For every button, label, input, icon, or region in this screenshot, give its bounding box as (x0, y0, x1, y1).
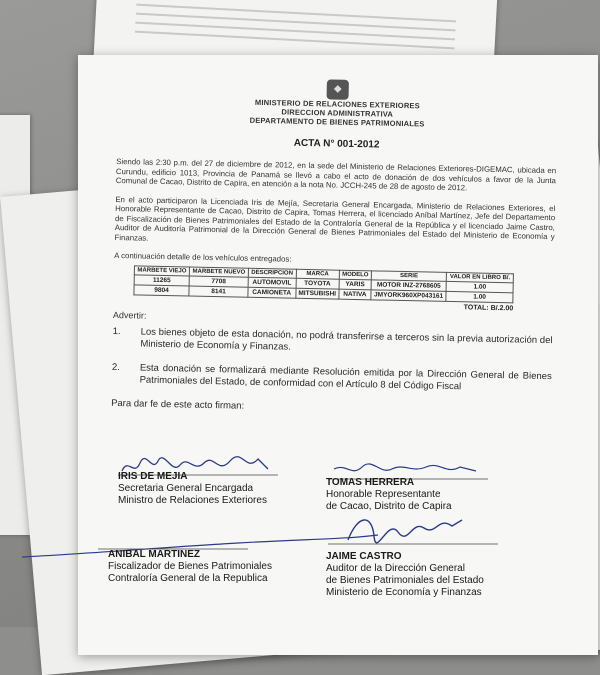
header-ministry: MINISTERIO DE RELACIONES EXTERIORES (254, 97, 420, 111)
header-department: DEPARTAMENTO DE BIENES PATRIMONIALES (249, 115, 425, 129)
col-valor: VALOR EN LIBRO B/. (447, 272, 514, 282)
cell: MOTOR INZ-2768605 (371, 279, 447, 291)
signature-block-jaime (326, 551, 484, 599)
signature-block-iris (118, 471, 267, 507)
item-number: 2. (111, 361, 120, 373)
total-value: B/.2.00 (490, 304, 514, 312)
cell: 1.00 (446, 281, 513, 292)
advertir-heading: Advertir: (112, 309, 147, 321)
cell: 8141 (189, 286, 248, 297)
cell: YARIS (339, 279, 371, 290)
signature-block-tomas (326, 477, 452, 513)
signatory-role: Auditor de la Dirección General (326, 563, 465, 574)
signatory-role: Honorable Representante (326, 489, 441, 500)
signatory-entity: de Cacao, Distrito de Capira (326, 501, 452, 512)
coat-of-arms-icon: ◆ (327, 79, 349, 99)
signature-jaime-scribble (328, 510, 498, 550)
document-title: ACTA N° 001-2012 (293, 137, 380, 151)
paragraph-intro: Siendo las 2:30 p.m. del 27 de diciembre de 2012, en la sede del Ministerio de Relaciones Exteriores-DIGEMAC, ubicada en Curundu, edificio 1013, Provincia de Panamá se llevó a cabo el acto de donación de dos vehículos a favor de la Junta Comunal de Cacao, Distrito de Capira, en atención a la nota No. JCCH-245 de 28 de agosto de 2012. (115, 156, 557, 193)
cell: TOYOTA (296, 278, 340, 289)
document-content (111, 75, 558, 418)
signatory-role: Fiscalizador de Bienes Patrimoniales (108, 561, 272, 572)
cell: MITSUBISHI (295, 288, 339, 299)
signatory-name: IRIS DE MEJIA (118, 471, 188, 482)
cell: AUTOMOVIL (248, 277, 296, 288)
col-modelo: MODELO (339, 270, 371, 280)
cell: CAMIONETA (248, 287, 296, 298)
col-serie: SERIE (371, 270, 447, 281)
cell: 1.00 (446, 291, 513, 302)
signatory-entity: Contraloría General de la Republica (108, 573, 268, 584)
signatory-ministry: Ministerio de Economía y Finanzas (326, 587, 482, 598)
signatory-name: TOMAS HERRERA (326, 477, 415, 488)
col-marca: MARCA (296, 269, 340, 279)
closing-statement: Para dar fe de este acto firman: (111, 397, 245, 412)
col-marbete-viejo: MARBETE VIEJO (134, 265, 189, 275)
item-number: 1. (112, 325, 121, 337)
col-marbete-nuevo: MARBETE NUEVO (189, 267, 248, 277)
signatory-entity: de Bienes Patrimoniales del Estado (326, 575, 484, 586)
list-item (112, 325, 552, 358)
cell: NATIVA (339, 289, 371, 300)
col-descripcion: DESCRIPCION (248, 268, 296, 278)
signatory-role: Secretaria General Encargada (118, 483, 254, 494)
signature-block-anibal (108, 549, 272, 585)
cell: 9804 (134, 284, 189, 295)
item-text: Esta donación se formalizará mediante Resolución emitida por la Dirección General de Bienes Patrimoniales del Estado, de conformidad con el Artículo 8 del Código Fiscal (139, 362, 552, 392)
document-page (78, 55, 598, 655)
document-header (117, 95, 557, 131)
signatory-name: JAIME CASTRO (326, 551, 402, 562)
cell: 7708 (189, 276, 248, 287)
header-direction: DIRECCION ADMINISTRATIVA (281, 107, 394, 119)
list-item (111, 361, 551, 394)
reversed-text-lines (135, 0, 457, 56)
item-text: Los bienes objeto de esta donación, no podrá transferirse a terceros sin la previa autorización del Ministerio de Economía y Finanzas. (140, 326, 553, 353)
signatory-name: ANIBAL MARTINEZ (108, 549, 201, 560)
cell: JMYORK960XP043161 (371, 289, 447, 301)
cell: 11265 (134, 274, 189, 285)
total-label: TOTAL: (463, 303, 489, 312)
signatory-entity: Ministro de Relaciones Exteriores (118, 495, 267, 506)
paragraph-participants: En el acto participaron la Licenciada Iris de Mejía, Secretaria General Encargada, Ministerio de Relaciones Exteriores, el Honorable Representante de Cacao, Distrito de Capira, Tomas Herrera, el licenciado Aníbal Martínez, Jefe del Departamento de Fiscalización de Bienes Patrimoniales del Estado de la Contraloría General de la República y el licenciado Jaime Castro, Auditor de Auditoría Patrimonial de la Dirección General de Bienes Patrimoniales del Estado del Ministerio de Economía y Finanzas. (114, 194, 556, 243)
table-intro: A continuación detalle de los vehículos entregados: (114, 250, 292, 264)
